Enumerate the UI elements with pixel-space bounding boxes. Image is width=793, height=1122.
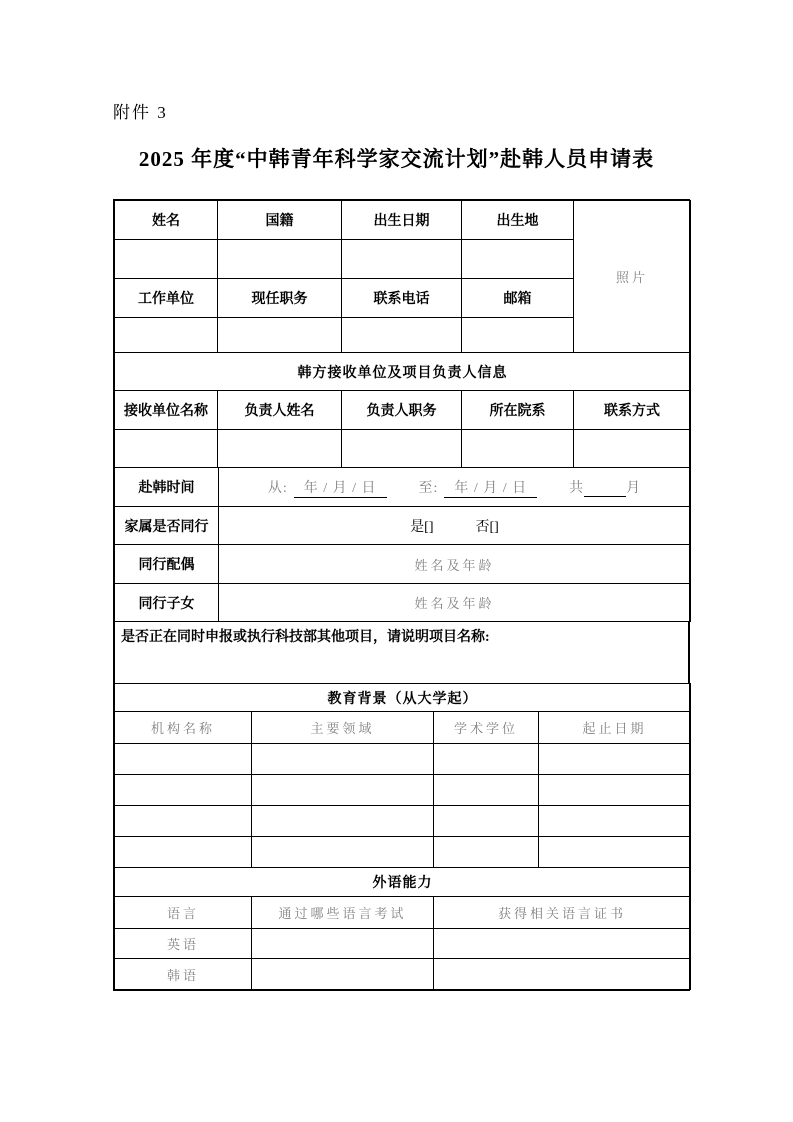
work-unit-input-cell[interactable]: [115, 318, 218, 353]
phone-input-cell[interactable]: [342, 318, 462, 353]
education-cell[interactable]: [539, 775, 691, 806]
attachment-label: 附件 3: [113, 103, 168, 122]
host-department-label: 所在院系: [462, 391, 574, 430]
table-row: [115, 353, 691, 391]
education-cell[interactable]: [115, 806, 252, 837]
birthdate-input-cell[interactable]: [342, 240, 462, 279]
family-accompany-label: 家属是否同行: [115, 507, 219, 545]
english-row-label: 英语: [115, 929, 252, 959]
language-section-title: 外语能力: [115, 868, 691, 897]
education-row: [115, 806, 691, 837]
host-leader-title-input-cell[interactable]: [342, 430, 462, 468]
email-input-cell[interactable]: [462, 318, 574, 353]
education-cell[interactable]: [115, 744, 252, 775]
from-date-blank[interactable]: 年 / 月 / 日: [294, 481, 387, 498]
travel-time-label: 赴韩时间: [115, 468, 219, 507]
birthplace-input-cell[interactable]: [462, 240, 574, 279]
travel-dates-cell: [219, 468, 691, 507]
exams-column-label: 通过哪些语言考试: [252, 897, 434, 929]
table-row: [115, 868, 691, 897]
total-label: 共: [569, 481, 585, 496]
name-label: 姓名: [115, 201, 218, 240]
table-row: [115, 468, 691, 507]
name-input-cell[interactable]: [115, 240, 218, 279]
language-column-label: 语言: [115, 897, 252, 929]
korean-certificates-input-cell[interactable]: [434, 959, 691, 990]
degree-column-label: 学术学位: [434, 712, 539, 744]
english-certificates-input-cell[interactable]: [434, 929, 691, 959]
birthplace-label: 出生地: [462, 201, 574, 240]
other-projects-section: [114, 621, 689, 684]
korean-host-section-title: 韩方接收单位及项目负责人信息: [115, 353, 691, 391]
education-cell[interactable]: [252, 837, 434, 868]
korean-host-section: [114, 352, 691, 468]
page-title: 2025 年度“中韩青年科学家交流计划”赴韩人员申请表: [138, 147, 655, 171]
host-department-input-cell[interactable]: [462, 430, 574, 468]
language-section: [114, 867, 691, 990]
table-row: [115, 430, 691, 468]
education-row: [115, 775, 691, 806]
education-cell[interactable]: [115, 775, 252, 806]
education-cell[interactable]: [539, 744, 691, 775]
children-input-cell[interactable]: 姓名及年龄: [219, 584, 691, 622]
position-input-cell[interactable]: [218, 318, 342, 353]
table-row: [115, 712, 691, 744]
host-unit-name-label: 接收单位名称: [115, 391, 218, 430]
education-cell[interactable]: [434, 837, 539, 868]
table-row: [115, 684, 691, 712]
yes-checkbox[interactable]: 是[]: [410, 519, 434, 535]
table-row: [115, 959, 691, 990]
education-cell[interactable]: [252, 744, 434, 775]
email-label: 邮箱: [462, 279, 574, 318]
korean-row-label: 韩语: [115, 959, 252, 990]
application-form-table: [113, 199, 690, 991]
table-row: [115, 584, 691, 622]
institution-column-label: 机构名称: [115, 712, 252, 744]
education-cell[interactable]: [434, 744, 539, 775]
children-label: 同行子女: [115, 584, 219, 622]
spouse-label: 同行配偶: [115, 545, 219, 584]
month-unit-label: 月: [626, 481, 642, 496]
field-column-label: 主要领域: [252, 712, 434, 744]
family-accompany-options-cell: [219, 507, 691, 545]
host-leader-name-label: 负责人姓名: [218, 391, 342, 430]
host-contact-input-cell[interactable]: [574, 430, 691, 468]
korean-exams-input-cell[interactable]: [252, 959, 434, 990]
nationality-label: 国籍: [218, 201, 342, 240]
to-label: 至:: [418, 481, 439, 496]
education-cell[interactable]: [539, 837, 691, 868]
education-section: [114, 683, 691, 868]
table-row: [115, 507, 691, 545]
education-row: [115, 837, 691, 868]
phone-label: 联系电话: [342, 279, 462, 318]
education-cell[interactable]: [115, 837, 252, 868]
birthdate-label: 出生日期: [342, 201, 462, 240]
work-unit-label: 工作单位: [115, 279, 218, 318]
other-projects-question-cell[interactable]: 是否正在同时申报或执行科技部其他项目，请说明项目名称:: [115, 622, 689, 684]
education-cell[interactable]: [539, 806, 691, 837]
table-row: [115, 622, 689, 684]
photo-cell[interactable]: 照片: [574, 201, 691, 353]
dates-column-label: 起止日期: [539, 712, 691, 744]
education-cell[interactable]: [252, 775, 434, 806]
host-contact-label: 联系方式: [574, 391, 691, 430]
education-row: [115, 744, 691, 775]
table-row: [115, 897, 691, 929]
education-cell[interactable]: [252, 806, 434, 837]
education-cell[interactable]: [434, 775, 539, 806]
nationality-input-cell[interactable]: [218, 240, 342, 279]
host-leader-name-input-cell[interactable]: [218, 430, 342, 468]
english-exams-input-cell[interactable]: [252, 929, 434, 959]
table-row: [115, 929, 691, 959]
no-checkbox[interactable]: 否[]: [475, 519, 499, 535]
from-label: 从:: [267, 481, 288, 496]
education-section-title: 教育背景（从大学起）: [115, 684, 691, 712]
host-leader-title-label: 负责人职务: [342, 391, 462, 430]
education-cell[interactable]: [434, 806, 539, 837]
spouse-input-cell[interactable]: 姓名及年龄: [219, 545, 691, 584]
position-label: 现任职务: [218, 279, 342, 318]
personal-info-section: [114, 200, 691, 353]
travel-section: [114, 467, 691, 622]
host-unit-name-input-cell[interactable]: [115, 430, 218, 468]
certificates-column-label: 获得相关语言证书: [434, 897, 691, 929]
table-row: [115, 201, 691, 240]
to-date-blank[interactable]: 年 / 月 / 日: [444, 481, 537, 498]
table-row: [115, 545, 691, 584]
table-row: [115, 391, 691, 430]
total-months-blank[interactable]: [584, 482, 626, 497]
